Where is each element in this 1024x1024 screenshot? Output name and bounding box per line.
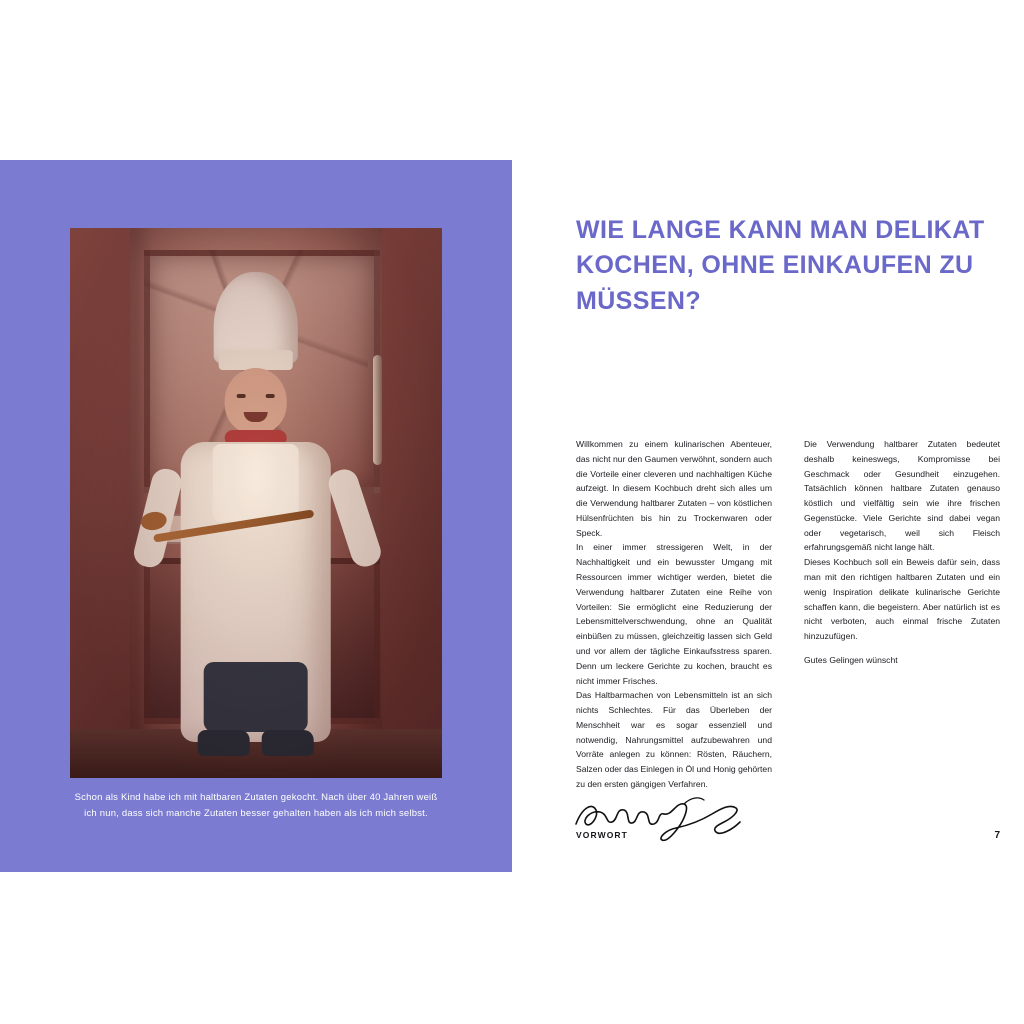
closing-line: Gutes Gelingen wünscht: [804, 654, 898, 665]
right-page: [512, 160, 1024, 872]
paragraph: Willkommen zu einem kulinarischen Abenteuer, das nicht nur den Gaumen verwöhnt, sondern auch die Vorteile einer cleveren und nachhaltigen Küche aufzeigt. In diesem Kochbuch dreht sich alles um die Verwendung haltbarer Zutaten – von köstlichen Hülsenfrüchten bis hin zu Trockenwaren oder Speck.: [576, 439, 772, 538]
column-left: [576, 437, 772, 792]
paragraph: Dieses Kochbuch soll ein Beweis dafür sein, dass man mit den richtigen haltbaren Zutaten und ein wenig Inspiration delikate kulinarische Gerichte schaffen kann, die begeistern. Aber natürlich ist es nicht verboten, auch einmal frische Zutaten hinzuzufügen.: [804, 557, 1000, 642]
page-number: 7: [994, 830, 1000, 841]
photo-caption: Schon als Kind habe ich mit haltbaren Zutaten gekocht. Nach über 40 Jahren weiß ich nun, dass sich manche Zutaten besser gehalten haben als ich mich selbst.: [74, 792, 438, 819]
left-page: [0, 160, 512, 872]
handwritten-signature: [572, 790, 752, 850]
child-in-chef-hat-photo: [70, 228, 442, 778]
photo-color-cast: [70, 228, 442, 778]
paragraph: Das Haltbarmachen von Lebensmitteln ist an sich nichts Schlechtes. Für das Überleben der Menschheit war es sogar essenziell und notwendig, Nahrungsmittel aufzubewahren und Vorräte anlegen zu können: Rösten, Räuchern, Salzen oder das Einlegen in Öl und Honig gehörten zu den ersten gängigen Verfahren.: [576, 690, 772, 789]
paragraph: Die Verwendung haltbarer Zutaten bedeutet deshalb keineswegs, Kompromisse bei Geschmack oder Gesundheit einzugehen. Tatsächlich können haltbare Zutaten genauso köstlich und vielfältig sein wie ihre frischen Gegenstücke. Viele Gerichte sind dabei vegan oder vegetarisch, weil sich Fleisch erfahrungsgemäß nicht lange hält.: [804, 439, 1000, 553]
paragraph: In einer immer stressigeren Welt, in der Nachhaltigkeit und ein bewusster Umgang mit Ressourcen immer wichtiger werden, bietet die Verwendung haltbarer Zutaten eine Reihe von Vorteilen: Sie ermöglicht eine Reduzierung der Lebensmittelverschwendung, ohne an Qualität einbüßen zu müssen, gleichzeitig lassen sich Geld und vor allem der tägliche Einkaufsstress sparen. Denn um leckere Gerichte zu kochen, braucht es nicht immer Frisches.: [576, 542, 772, 686]
body-columns: [576, 437, 1000, 792]
section-label: VORWORT: [576, 830, 628, 840]
page-title: WIE LANGE KANN MAN DELIKAT KOCHEN, OHNE EINKAUFEN ZU MÜSSEN?: [576, 215, 985, 315]
column-right: [804, 437, 1000, 792]
